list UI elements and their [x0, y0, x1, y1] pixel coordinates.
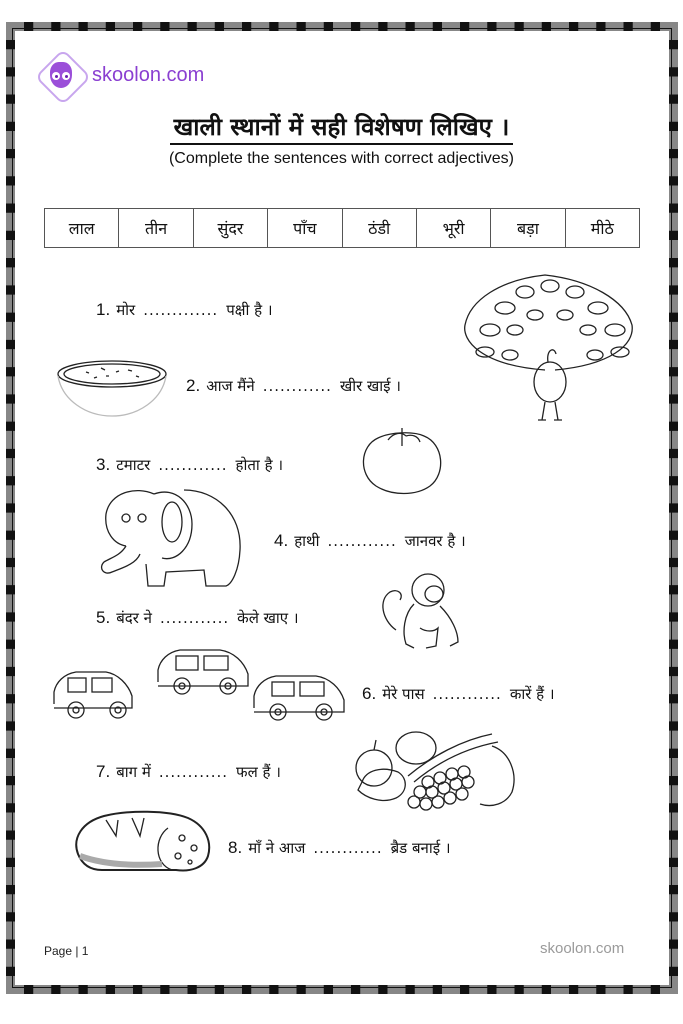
question-5: 5. बंदर ने ............ केले खाए ।	[96, 608, 299, 627]
word-bank-cell: मीठे	[590, 219, 614, 238]
bread-icon	[72, 808, 214, 874]
question-3: 3. टमाटर ............ होता है ।	[96, 455, 284, 474]
answer-blank[interactable]: ............	[327, 532, 397, 550]
title-english: (Complete the sentences with correct adjectives)	[168, 150, 515, 167]
question-7: 7. बाग में ............ फल हैं ।	[96, 762, 281, 781]
answer-blank[interactable]: ............	[313, 839, 383, 857]
question-1: 1. मोर ............. पक्षी है ।	[96, 300, 273, 319]
fruits-icon	[352, 726, 520, 816]
word-bank-cell: ठंडी	[343, 209, 417, 247]
footer-site: skoolon.com	[540, 940, 625, 957]
word-bank-table	[44, 208, 640, 248]
answer-blank[interactable]: .............	[143, 301, 219, 319]
title-hindi: खाली स्थानों में सही विशेषण लिखिए ।	[170, 112, 514, 145]
kheer-bowl-icon	[56, 358, 168, 418]
answer-blank[interactable]: ............	[432, 685, 502, 703]
peacock-icon	[460, 270, 640, 425]
elephant-icon	[96, 484, 246, 590]
answer-blank[interactable]: ............	[158, 763, 229, 781]
question-6: 6. मेरे पास ............ कारें हैं ।	[362, 684, 555, 703]
answer-blank[interactable]: ............	[159, 609, 230, 627]
page-number: Page | 1	[44, 944, 89, 958]
answer-blank[interactable]: ............	[158, 456, 228, 474]
word-bank-cell: पाँच	[268, 209, 342, 247]
logo-text: skoolon.com	[92, 63, 205, 86]
cars-icon	[52, 640, 362, 722]
worksheet-title	[0, 112, 683, 145]
question-8: 8. माँ ने आज ............ ब्रैड बनाई ।	[228, 838, 451, 857]
word-bank-cell: लाल	[45, 209, 119, 247]
question-2: 2. आज मैंने ............ खीर खाई ।	[186, 376, 401, 395]
question-4: 4. हाथी ............ जानवर है ।	[274, 531, 466, 550]
monkey-icon	[376, 570, 466, 654]
owl-logo-icon	[36, 50, 86, 100]
word-bank-cell: सुंदर	[194, 209, 268, 247]
word-bank-cell: तीन	[119, 209, 193, 247]
answer-blank[interactable]: ............	[262, 377, 332, 395]
tomato-icon	[358, 424, 444, 496]
word-bank-cell: भूरी	[417, 209, 491, 247]
site-logo	[36, 50, 204, 100]
word-bank-cell: बड़ा	[491, 209, 565, 247]
